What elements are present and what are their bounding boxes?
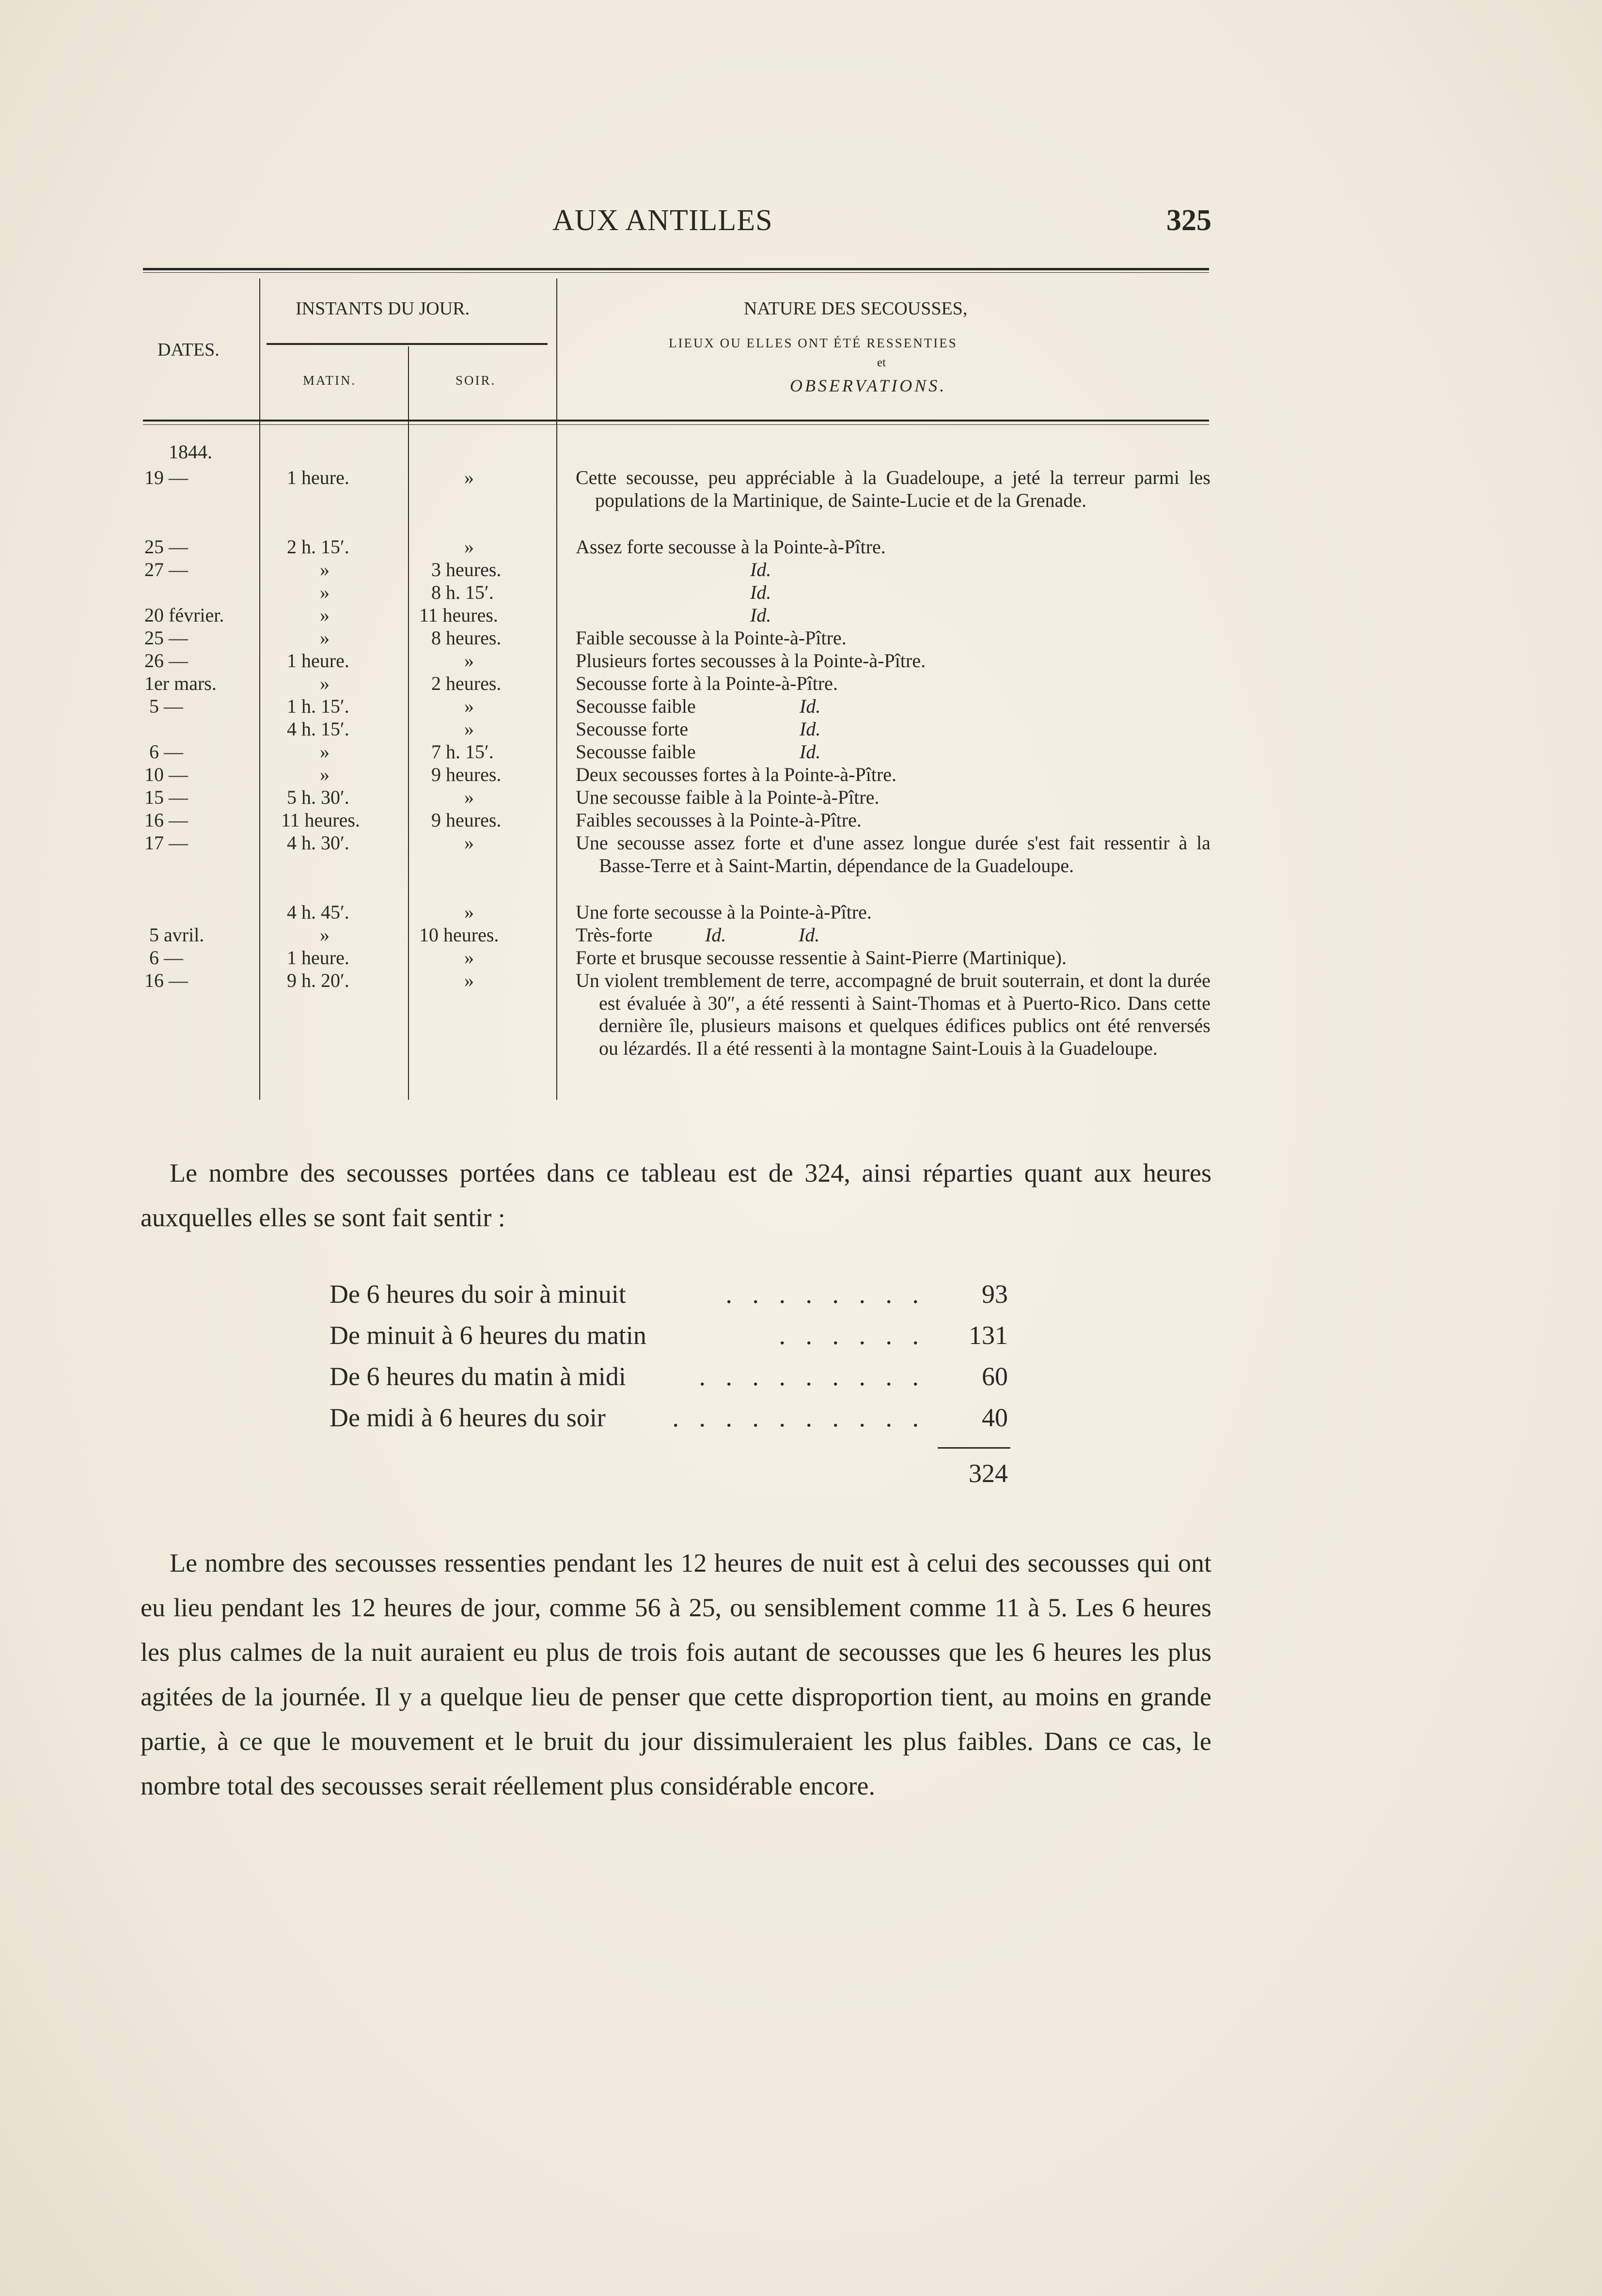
- row-matin: 1 heure.: [287, 947, 349, 968]
- row-date: 26 —: [144, 650, 188, 672]
- row-date: 19 —: [144, 467, 188, 488]
- row-date: 25 —: [144, 627, 188, 649]
- running-title: AUX ANTILLES: [552, 204, 773, 237]
- row-matin: »: [320, 627, 330, 649]
- row-remark-id: Id.: [800, 695, 821, 717]
- summary-row: [330, 1279, 1008, 1318]
- row-remark: Une forte secousse à la Pointe-à-Pître.: [576, 901, 872, 923]
- table-top-rule: [143, 268, 1209, 270]
- row-remark-id: Id.: [800, 718, 821, 740]
- row-soir: »: [464, 718, 474, 740]
- row-matin: »: [320, 924, 330, 946]
- row-date: 1er mars.: [144, 672, 217, 694]
- header-bottom-rule-thin: [143, 424, 1209, 425]
- row-soir: 11 heures.: [419, 604, 498, 626]
- instants-brace-rule: [267, 343, 548, 345]
- row-soir: 3 heures.: [431, 559, 502, 580]
- row-remark: Faibles secousses à la Pointe-à-Pître.: [576, 809, 862, 831]
- header-dates: DATES.: [157, 340, 220, 360]
- summary-row: [330, 1403, 1008, 1441]
- row-matin: 4 h. 15′.: [287, 718, 349, 740]
- row-soir: 8 h. 15′.: [431, 581, 494, 603]
- row-remark: Id.: [750, 604, 771, 626]
- row-matin: 1 heure.: [287, 467, 349, 488]
- row-soir: 9 heures.: [431, 764, 502, 785]
- row-date: 20 février.: [144, 604, 224, 626]
- row-matin: »: [320, 559, 330, 580]
- row-soir: »: [464, 832, 474, 854]
- row-soir: 7 h. 15′.: [431, 741, 494, 763]
- table-year: 1844.: [169, 441, 212, 463]
- row-matin: »: [320, 604, 330, 626]
- row-date: 10 —: [144, 764, 188, 785]
- summary-dots: . . . . . . . . . .: [672, 1403, 926, 1432]
- header-observations: OBSERVATIONS.: [790, 376, 947, 395]
- summary-total: 324: [969, 1459, 1008, 1488]
- header-matin: MATIN.: [303, 373, 357, 388]
- row-date: 15 —: [144, 786, 188, 808]
- row-date: 27 —: [144, 559, 188, 580]
- row-date: 5 —: [149, 695, 183, 717]
- row-remark: Deux secousses fortes à la Pointe-à-Pître.: [576, 764, 897, 785]
- column-rule-dates: [259, 279, 260, 1100]
- header-et: et: [877, 356, 886, 369]
- row-soir: 8 heures.: [431, 627, 502, 649]
- row-matin: 2 h. 15′.: [287, 536, 349, 558]
- header-lieux: LIEUX OU ELLES ONT ÉTÉ RESSENTIES: [669, 336, 958, 350]
- row-matin: 1 heure.: [287, 650, 349, 672]
- row-date: 6 —: [149, 741, 183, 763]
- row-date: 5 avril.: [149, 924, 204, 946]
- header-bottom-rule: [143, 420, 1209, 422]
- row-remark-id2: Id.: [799, 924, 820, 946]
- row-remark: Id.: [750, 559, 771, 580]
- row-matin: »: [320, 581, 330, 603]
- row-matin: 4 h. 30′.: [287, 832, 349, 854]
- row-date: 16 —: [144, 969, 188, 991]
- running-header: [552, 203, 1211, 237]
- row-soir: 9 heures.: [431, 809, 502, 831]
- row-remark: Cette secousse, peu appréciable à la Guadeloupe, a jeté la terreur parmi les populations de la Martinique, de Sainte-Lucie et de la Grenade.: [576, 467, 1210, 511]
- summary-row: [330, 1361, 1008, 1400]
- header-instants: INSTANTS DU JOUR.: [296, 298, 470, 319]
- row-soir: »: [464, 536, 474, 558]
- row-date: 25 —: [144, 536, 188, 558]
- page-number: 325: [1166, 204, 1211, 237]
- row-remark: Id.: [750, 581, 771, 603]
- column-rule-instants: [556, 279, 557, 1100]
- row-date: 16 —: [144, 809, 188, 831]
- row-date: 17 —: [144, 832, 188, 854]
- row-soir: 10 heures.: [419, 924, 499, 946]
- column-rule-matin-soir: [408, 346, 409, 1100]
- row-soir: »: [464, 650, 474, 672]
- row-soir: 2 heures.: [431, 672, 502, 694]
- row-remark: Secousse forte à la Pointe-à-Pître.: [576, 672, 838, 694]
- row-matin: 11 heures.: [281, 809, 360, 831]
- row-remark-id: Id.: [800, 741, 821, 763]
- summary-label: De 6 heures du matin à midi: [330, 1362, 626, 1391]
- header-nature: NATURE DES SECOUSSES,: [744, 298, 968, 319]
- summary-total-rule: [938, 1447, 1010, 1449]
- table-top-rule-thin: [143, 272, 1209, 273]
- summary-dots: . . . . . . . . .: [699, 1362, 926, 1391]
- row-remark: Une secousse faible à la Pointe-à-Pître.: [576, 786, 880, 808]
- summary-value: 40: [982, 1403, 1008, 1432]
- summary-value: 131: [969, 1321, 1008, 1350]
- row-matin: »: [320, 741, 330, 763]
- summary-total-row: [330, 1458, 1008, 1497]
- row-remark: Une secousse assez forte et d'une assez longue durée s'est fait ressentir à la Basse-Terre et à Saint-Martin, dépendance de la Guadeloupe.: [576, 832, 1210, 876]
- paragraph-analysis: Le nombre des secousses ressenties pendant les 12 heures de nuit est à celui des secousses qui ont eu lieu pendant les 12 heures de jour, comme 56 à 25, ou sensiblement comme 11 à 5. Les 6 heures les plus calmes de la nuit auraient eu plus de trois fois autant de secousses que les 6 heures les plus agitées de la journée. Il y a quelque lieu de penser que cette disproportion tient, au moins en grande partie, à ce que le mouvement et le bruit du jour dissimuleraient les plus faibles. Dans ce cas, le nombre total des secousses serait réellement plus considérable encore.: [141, 1548, 1211, 1800]
- row-matin: 9 h. 20′.: [287, 969, 349, 991]
- row-matin: 1 h. 15′.: [287, 695, 349, 717]
- row-soir: »: [464, 901, 474, 923]
- row-soir: »: [464, 947, 474, 968]
- row-remark: Plusieurs fortes secousses à la Pointe-à-Pître.: [576, 650, 926, 672]
- row-matin: 5 h. 30′.: [287, 786, 349, 808]
- summary-row: [330, 1320, 1008, 1359]
- row-remark: Secousse forte: [576, 718, 689, 740]
- summary-value: 93: [982, 1280, 1008, 1309]
- row-remark: Secousse faible: [576, 741, 696, 763]
- paragraph-intro: Le nombre des secousses portées dans ce tableau est de 324, ainsi réparties quant aux heures auxquelles elles se sont fait sentir :: [141, 1158, 1211, 1232]
- row-remark: Forte et brusque secousse ressentie à Saint-Pierre (Martinique).: [576, 947, 1067, 968]
- row-matin: »: [320, 764, 330, 785]
- summary-label: De midi à 6 heures du soir: [330, 1403, 606, 1432]
- header-soir: SOIR.: [455, 373, 496, 388]
- row-soir: »: [464, 786, 474, 808]
- row-soir: »: [464, 467, 474, 488]
- row-remark: Assez forte secousse à la Pointe-à-Pître.: [576, 536, 886, 558]
- row-matin: 4 h. 45′.: [287, 901, 349, 923]
- row-remark: Secousse faible: [576, 695, 696, 717]
- row-matin: »: [320, 672, 330, 694]
- summary-label: De 6 heures du soir à minuit: [330, 1280, 626, 1309]
- summary-dots: . . . . . . . .: [725, 1280, 926, 1309]
- row-remark: Très-forte: [576, 924, 653, 946]
- row-date: 6 —: [149, 947, 183, 968]
- row-remark-id: Id.: [705, 924, 726, 946]
- row-soir: »: [464, 969, 474, 991]
- summary-dots: . . . . . .: [779, 1321, 926, 1350]
- summary-value: 60: [982, 1362, 1008, 1391]
- summary-label: De minuit à 6 heures du matin: [330, 1321, 646, 1350]
- row-remark: Un violent tremblement de terre, accompagné de bruit souterrain, et dont la durée est évaluée à 30″, a été ressenti à Saint-Thomas et à Puerto-Rico. Dans cette dernière île, plusieurs maisons et quelques édifices publics ont été renversés ou lézardés. Il a été ressenti à la montagne Saint-Louis à la Guadeloupe.: [576, 969, 1210, 1059]
- row-soir: »: [464, 695, 474, 717]
- row-remark: Faible secousse à la Pointe-à-Pître.: [576, 627, 847, 649]
